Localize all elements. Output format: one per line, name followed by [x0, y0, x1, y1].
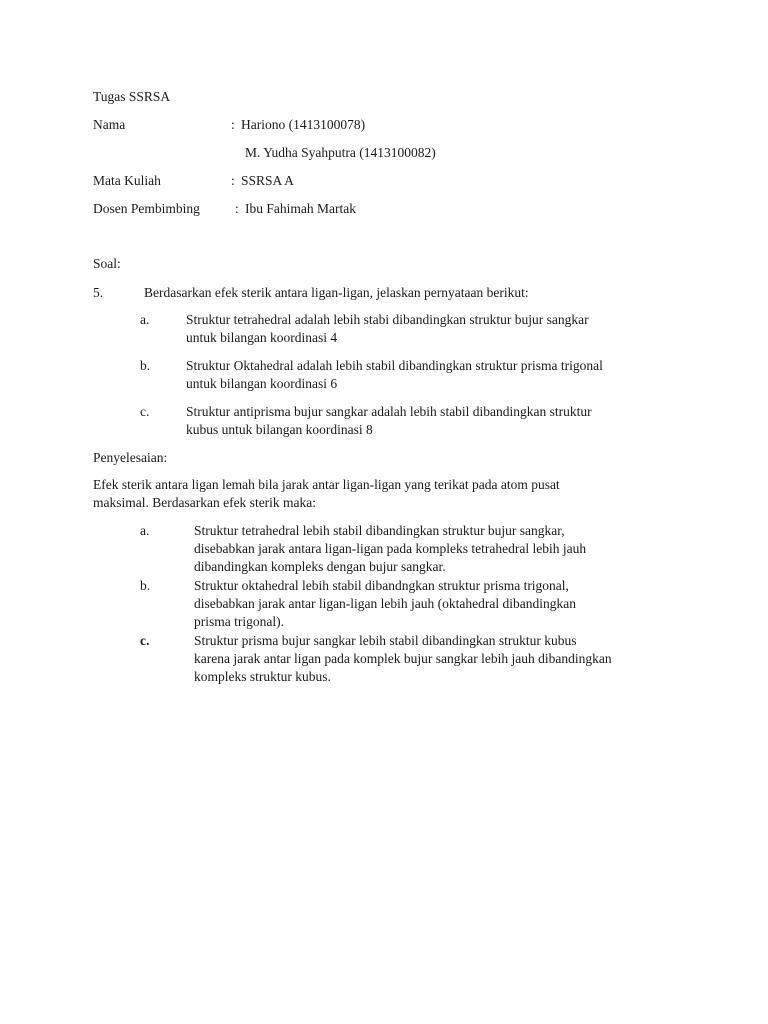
answer-item-line: disebabkan jarak antara ligan-ligan pada kompleks tetrahedral lebih jauh	[194, 541, 587, 556]
matkul-label: Mata Kuliah	[93, 173, 161, 188]
answer-item-line: karena jarak antar ligan pada komplek bujur sangkar lebih jauh dibandingkan	[194, 651, 612, 666]
nama-separator: :	[231, 117, 235, 132]
answer-item-label: c.	[140, 633, 150, 648]
matkul-value: SSRSA A	[241, 173, 294, 188]
answer-item-line: dibandingkan kompleks dengan bujur sangkar.	[194, 559, 446, 574]
question-number: 5.	[93, 285, 104, 300]
answer-item-line: Struktur oktahedral lebih stabil dibandngkan struktur prisma trigonal,	[194, 578, 569, 593]
penyelesaian-intro-line: maksimal. Berdasarkan efek sterik maka:	[93, 495, 317, 510]
answer-item-line: Struktur tetrahedral lebih stabil dibandingkan struktur bujur sangkar,	[194, 523, 565, 538]
answer-item-label: a.	[140, 523, 150, 538]
assignment-title: Tugas SSRSA	[93, 89, 171, 104]
matkul-separator: :	[231, 173, 235, 188]
soal-item-line: Struktur Oktahedral adalah lebih stabil dibandingkan struktur prisma trigonal	[186, 358, 603, 373]
penyelesaian-heading: Penyelesaian:	[93, 450, 168, 465]
soal-item-line: kubus untuk bilangan koordinasi 8	[186, 422, 373, 437]
dosen-label: Dosen Pembimbing	[93, 201, 200, 216]
answer-item-line: Struktur prisma bujur sangkar lebih stabil dibandingkan struktur kubus	[194, 633, 577, 648]
soal-item-line: Struktur tetrahedral adalah lebih stabi dibandingkan struktur bujur sangkar	[186, 312, 589, 327]
soal-item-line: Struktur antiprisma bujur sangkar adalah lebih stabil dibandingkan struktur	[186, 404, 592, 419]
dosen-separator: :	[235, 201, 239, 216]
nama-label: Nama	[93, 117, 126, 132]
answer-item-line: kompleks struktur kubus.	[194, 669, 331, 684]
answer-item-line: disebabkan jarak antar ligan-ligan lebih jauh (oktahedral dibandingkan	[194, 596, 576, 611]
penyelesaian-intro-line: Efek sterik antara ligan lemah bila jarak antar ligan-ligan yang terikat pada atom pusat	[93, 477, 560, 492]
soal-item-label: b.	[140, 358, 151, 373]
soal-item-label: a.	[140, 312, 150, 327]
answer-item-line: prisma trigonal).	[194, 614, 284, 629]
question-text: Berdasarkan efek sterik antara ligan-ligan, jelaskan pernyataan berikut:	[144, 285, 529, 300]
answer-item-label: b.	[140, 578, 151, 593]
nama-value-2: M. Yudha Syahputra (1413100082)	[245, 145, 436, 160]
soal-item-line: untuk bilangan koordinasi 6	[186, 376, 338, 391]
soal-heading: Soal:	[93, 256, 121, 271]
soal-item-line: untuk bilangan koordinasi 4	[186, 330, 338, 345]
soal-item-label: c.	[140, 404, 150, 419]
nama-value-1: Hariono (1413100078)	[241, 117, 366, 132]
dosen-value: Ibu Fahimah Martak	[245, 201, 356, 216]
